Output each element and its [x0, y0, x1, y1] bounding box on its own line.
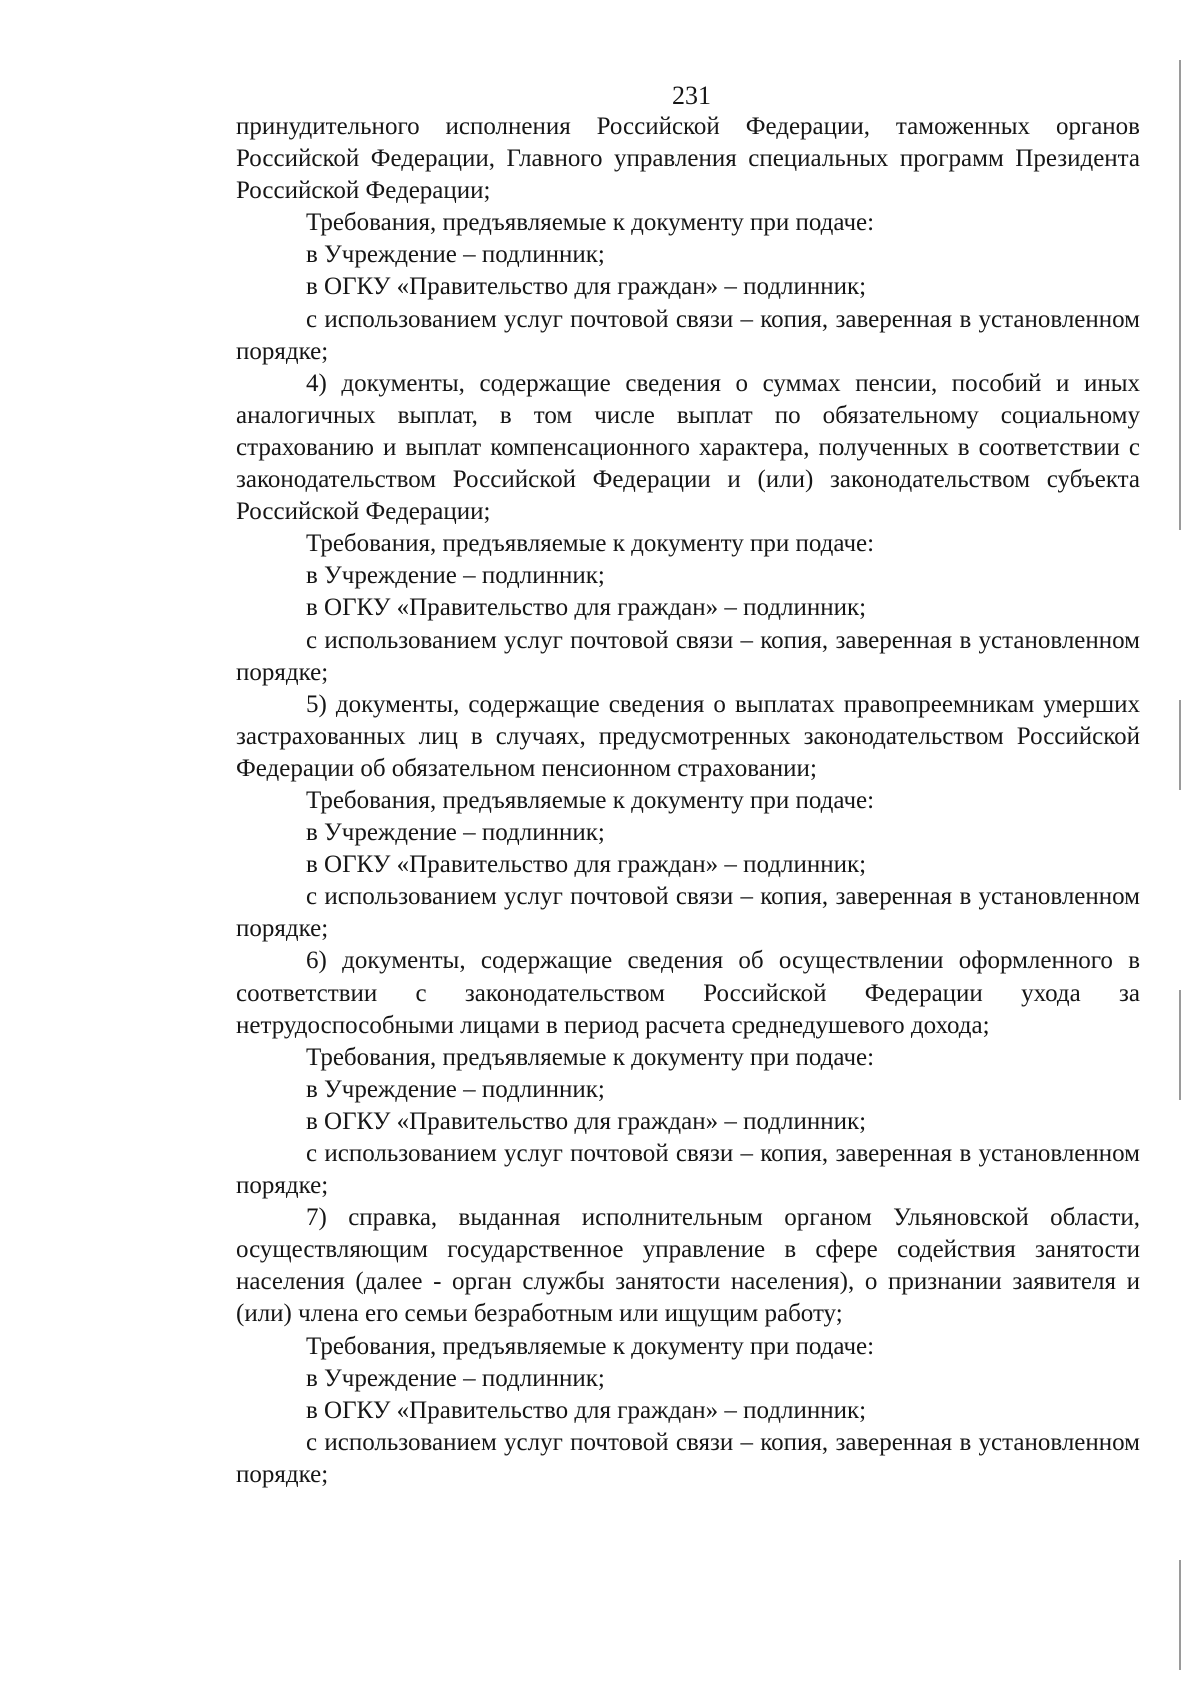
paragraph: 5) документы, содержащие сведения о выплатах правопреемникам умерших застрахованных лиц в случаях, предусмотренных законодательством Российской Федерации об обязательном пенсионном страховании;	[236, 690, 1140, 782]
paragraph: с использованием услуг почтовой связи – копия, заверенная в установленном порядке;	[236, 1428, 1140, 1488]
paragraph: Требования, предъявляемые к документу при подаче:	[306, 1332, 875, 1360]
paragraph: Требования, предъявляемые к документу при подаче:	[306, 786, 875, 814]
paragraph: Требования, предъявляемые к документу при подаче:	[306, 209, 875, 237]
document-body	[236, 111, 1140, 1491]
paragraph: 4) документы, содержащие сведения о суммах пенсии, пособий и иных аналогичных выплат, в том числе выплат по обязательному социальному страхованию и выплат компенсационного характера, полученных в соответствии с законодательством Российской Федерации и (или) законодательством субъекта Российской Федерации;	[236, 369, 1140, 526]
paragraph: в ОГКУ «Правительство для граждан» – подлинник;	[306, 1107, 867, 1135]
paragraph: в Учреждение – подлинник;	[306, 819, 605, 847]
paragraph: принудительного исполнения Российской Федерации, таможенных органов Российской Федерации, Главного управления специальных программ Президента Российской Федерации;	[236, 113, 1140, 205]
paragraph: с использованием услуг почтовой связи – копия, заверенная в установленном порядке;	[236, 1140, 1140, 1200]
paragraph: в ОГКУ «Правительство для граждан» – подлинник;	[306, 851, 867, 879]
scan-edge-line	[1179, 990, 1181, 1100]
paragraph: в ОГКУ «Правительство для граждан» – подлинник;	[306, 273, 867, 301]
paragraph: в ОГКУ «Правительство для граждан» – подлинник;	[306, 1396, 867, 1424]
page-number: 231	[672, 81, 711, 110]
paragraph: с использованием услуг почтовой связи – копия, заверенная в установленном порядке;	[236, 305, 1140, 365]
scan-edge-line	[1179, 700, 1181, 790]
scan-edge-line	[1179, 60, 1181, 530]
paragraph: в Учреждение – подлинник;	[306, 1364, 605, 1392]
paragraph: в Учреждение – подлинник;	[306, 562, 605, 590]
paragraph: в Учреждение – подлинник;	[306, 1075, 605, 1103]
paragraph: 7) справка, выданная исполнительным органом Ульяновской области, осуществляющим государственное управление в сфере содействия занятости населения (далее - орган службы занятости населения), о признании заявителя и (или) члена его семьи безработным или ищущим работу;	[236, 1204, 1140, 1328]
paragraph: в Учреждение – подлинник;	[306, 241, 605, 269]
scan-edge-line	[1179, 1560, 1181, 1670]
paragraph: с использованием услуг почтовой связи – копия, заверенная в установленном порядке;	[236, 626, 1140, 686]
paragraph: Требования, предъявляемые к документу при подаче:	[306, 1043, 875, 1071]
paragraph: 6) документы, содержащие сведения об осуществлении оформленного в соответствии с законодательством Российской Федерации ухода за нетрудоспособными лицами в период расчета среднедушевого дохода;	[236, 947, 1140, 1039]
paragraph: с использованием услуг почтовой связи – копия, заверенная в установленном порядке;	[236, 883, 1140, 943]
paragraph: в ОГКУ «Правительство для граждан» – подлинник;	[306, 594, 867, 622]
paragraph: Требования, предъявляемые к документу при подаче:	[306, 530, 875, 558]
